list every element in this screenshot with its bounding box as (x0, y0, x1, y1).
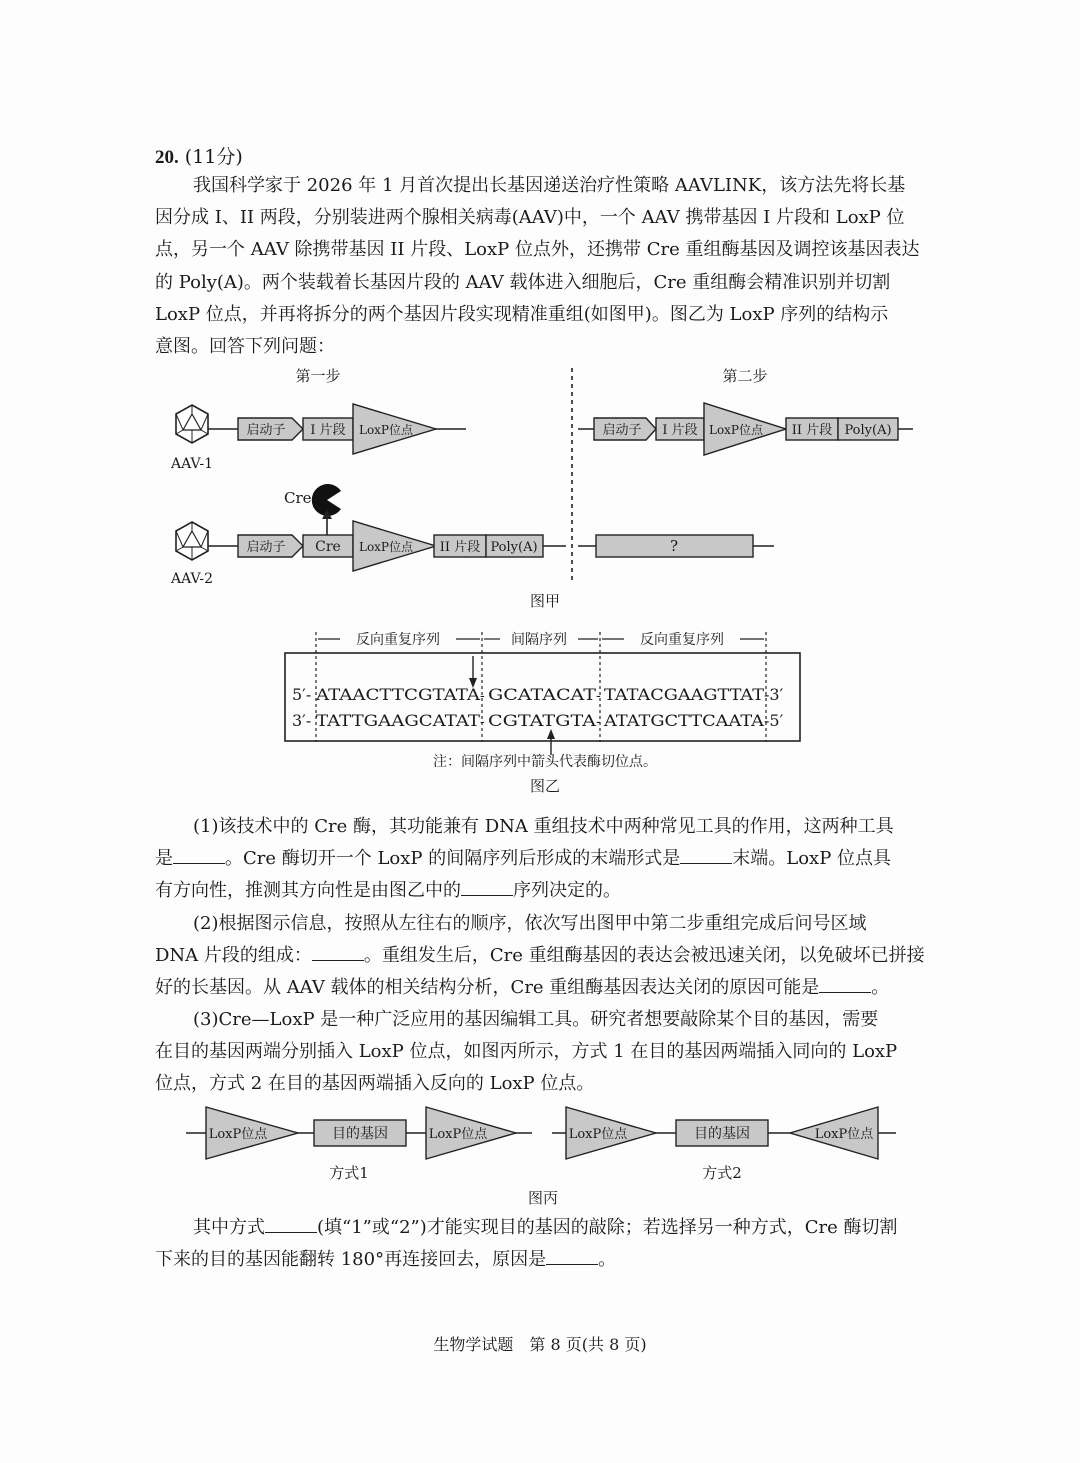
intro-line: 意图。回答下列问题： (155, 336, 335, 358)
intro-line: 我国科学家于 2026 年 1 月首次提出长基因递送治疗性策略 AAVLINK，该方法先将长基 (193, 175, 906, 196)
question-2 (155, 908, 931, 1005)
question-1 (155, 811, 931, 908)
spacer-label: 间隔序列 (511, 632, 567, 648)
q1-line: 是 。Cre 酶切开一个 LoxP 的间隔序列后形成的末端形式是 末端。LoxP 位点具 (155, 848, 892, 870)
cre-protein-label: Cre (284, 489, 312, 507)
fig-yi-caption: 图乙 (529, 777, 561, 795)
q3-line: (3)Cre—LoxP 是一种广泛应用的基因编辑工具。研究者想要敲除某个目的基因，需要 (193, 1009, 879, 1030)
q2-line: (2)根据图示信息，按照从左往右的顺序，依次写出图甲中第二步重组完成后问号区域 (193, 913, 867, 934)
seq-top-5prime: 5′- (292, 685, 312, 704)
polya-label: Poly(A) (490, 540, 538, 555)
svg-text:-: - (480, 688, 485, 704)
promoter-label: 启动子 (602, 423, 642, 438)
loxp-label: LoxP位点 (428, 1127, 488, 1142)
figure-bing (0, 1098, 1080, 1210)
step2-label: 第二步 (722, 367, 768, 385)
answer-blank[interactable] (546, 1248, 598, 1265)
answer-blank[interactable] (173, 847, 225, 864)
q3-line: 在目的基因两端分别插入 LoxP 位点，如图丙所示，方式 1 在目的基因两端插入同向的 LoxP (155, 1041, 898, 1063)
mode-1-label: 方式1 (329, 1164, 369, 1182)
answer-blank[interactable] (265, 1216, 317, 1233)
page-footer: 生物学试题 第 8 页(共 8 页) (433, 1335, 647, 1354)
mode-2-label: 方式2 (702, 1164, 742, 1182)
loxp-label: LoxP位点 (358, 540, 414, 554)
intro-paragraph (155, 170, 931, 363)
intro-line: 因分成 I、II 两段，分别装进两个腺相关病毒(AAV)中，一个 AAV 携带基因 I 片段和 LoxP 位 (155, 207, 905, 229)
question-header (155, 142, 243, 169)
intro-line: 的 Poly(A)。两个装载着长基因片段的 AAV 载体进入细胞后，Cre 重组酶会精准识别并切割 (155, 271, 891, 293)
q2-line: DNA 片段的组成： 。重组发生后，Cre 重组酶基因的表达会被迅速关闭，以免破坏已拼接 (155, 945, 925, 967)
q2-line: 好的长基因。从 AAV 载体的相关结构分析，Cre 重组酶基因表达关闭的原因可能是 。 (155, 977, 890, 999)
seq-bottom-left: TATTGAAGCATAT (316, 711, 481, 730)
step1-label: 第一步 (295, 367, 341, 385)
answer-blank[interactable] (680, 847, 732, 864)
q3-line: 位点，方式 2 在目的基因两端插入反向的 LoxP 位点。 (155, 1073, 595, 1095)
answer-blank[interactable] (819, 976, 871, 993)
figure-yi (0, 622, 1080, 802)
aav1-capsid-icon (176, 405, 208, 443)
promoter-label: 启动子 (246, 540, 286, 555)
loxp-label: LoxP位点 (814, 1127, 874, 1142)
target-gene-label: 目的基因 (694, 1126, 750, 1142)
fig-jia-caption: 图甲 (529, 592, 561, 610)
question-number: 20. (155, 147, 179, 168)
intro-line: LoxP 位点，并再将拆分的两个基因片段实现精准重组(如图甲)。图乙为 LoxP 序列的结构示 (155, 303, 889, 325)
question-3 (155, 1004, 931, 1101)
aav1-label: AAV-1 (171, 456, 213, 472)
question-3-continued (155, 1212, 931, 1276)
loxp-label: LoxP位点 (708, 423, 764, 437)
svg-text:-: - (596, 688, 601, 704)
seq-bottom-spacer: CGTATGTA (488, 711, 597, 730)
fig-bing-caption: 图丙 (527, 1189, 559, 1207)
q3b-line: 下来的目的基因能翻转 180°再连接回去，原因是 。 (155, 1249, 617, 1271)
answer-blank[interactable] (461, 879, 513, 896)
answer-blank[interactable] (312, 944, 364, 961)
seq-bottom-5prime: -5′ (764, 711, 784, 730)
fig-yi-note: 注：间隔序列中箭头代表酶切位点。 (433, 754, 657, 770)
figure-jia (0, 355, 1080, 615)
q3b-line: 其中方式 (填“1”或“2”)才能实现目的基因的敲除；若选择另一种方式，Cre 酶切割 (193, 1217, 898, 1238)
loxp-label: LoxP位点 (568, 1127, 628, 1142)
seq-top-left: ATAACTTCGTATA (314, 685, 481, 704)
seq-bottom-3prime: 3′- (292, 711, 312, 730)
svg-text:-: - (596, 714, 601, 730)
q1-line: 有方向性，推测其方向性是由图乙中的 序列决定的。 (155, 880, 621, 902)
svg-text:-: - (480, 714, 485, 730)
seq-top-right: TATACGAAGTTAT (604, 685, 765, 704)
aav2-capsid-icon (176, 522, 208, 560)
cut-arrow-bottom-icon (547, 729, 555, 739)
polya-label: Poly(A) (844, 423, 892, 438)
unknown-label: ? (669, 537, 679, 555)
target-gene-label: 目的基因 (332, 1126, 388, 1142)
segment-2-label: II 片段 (439, 540, 481, 555)
intro-line: 点，另一个 AAV 除携带基因 II 片段、LoxP 位点外，还携带 Cre 重组酶基因及调控该基因表达 (155, 239, 920, 261)
cre-gene-label: Cre (315, 539, 341, 555)
promoter-label: 启动子 (246, 423, 286, 438)
q1-line: (1)该技术中的 Cre 酶，其功能兼有 DNA 重组技术中两种常见工具的作用，这两种工具 (193, 816, 894, 837)
segment-2-label: II 片段 (791, 423, 833, 438)
question-score: (11分) (184, 146, 243, 168)
seq-bottom-right: ATATGCTTCAATA (602, 711, 765, 730)
aav2-label: AAV-2 (171, 571, 213, 587)
seq-top-spacer: GCATACAT (488, 685, 597, 704)
inverted-repeat-left-label: 反向重复序列 (356, 632, 440, 648)
segment-1-label: I 片段 (662, 423, 698, 438)
inverted-repeat-right-label: 反向重复序列 (640, 632, 724, 648)
segment-1-label: I 片段 (310, 423, 346, 438)
seq-top-3prime: -3′ (764, 685, 784, 704)
loxp-label: LoxP位点 (208, 1127, 268, 1142)
loxp-label: LoxP位点 (358, 423, 414, 437)
